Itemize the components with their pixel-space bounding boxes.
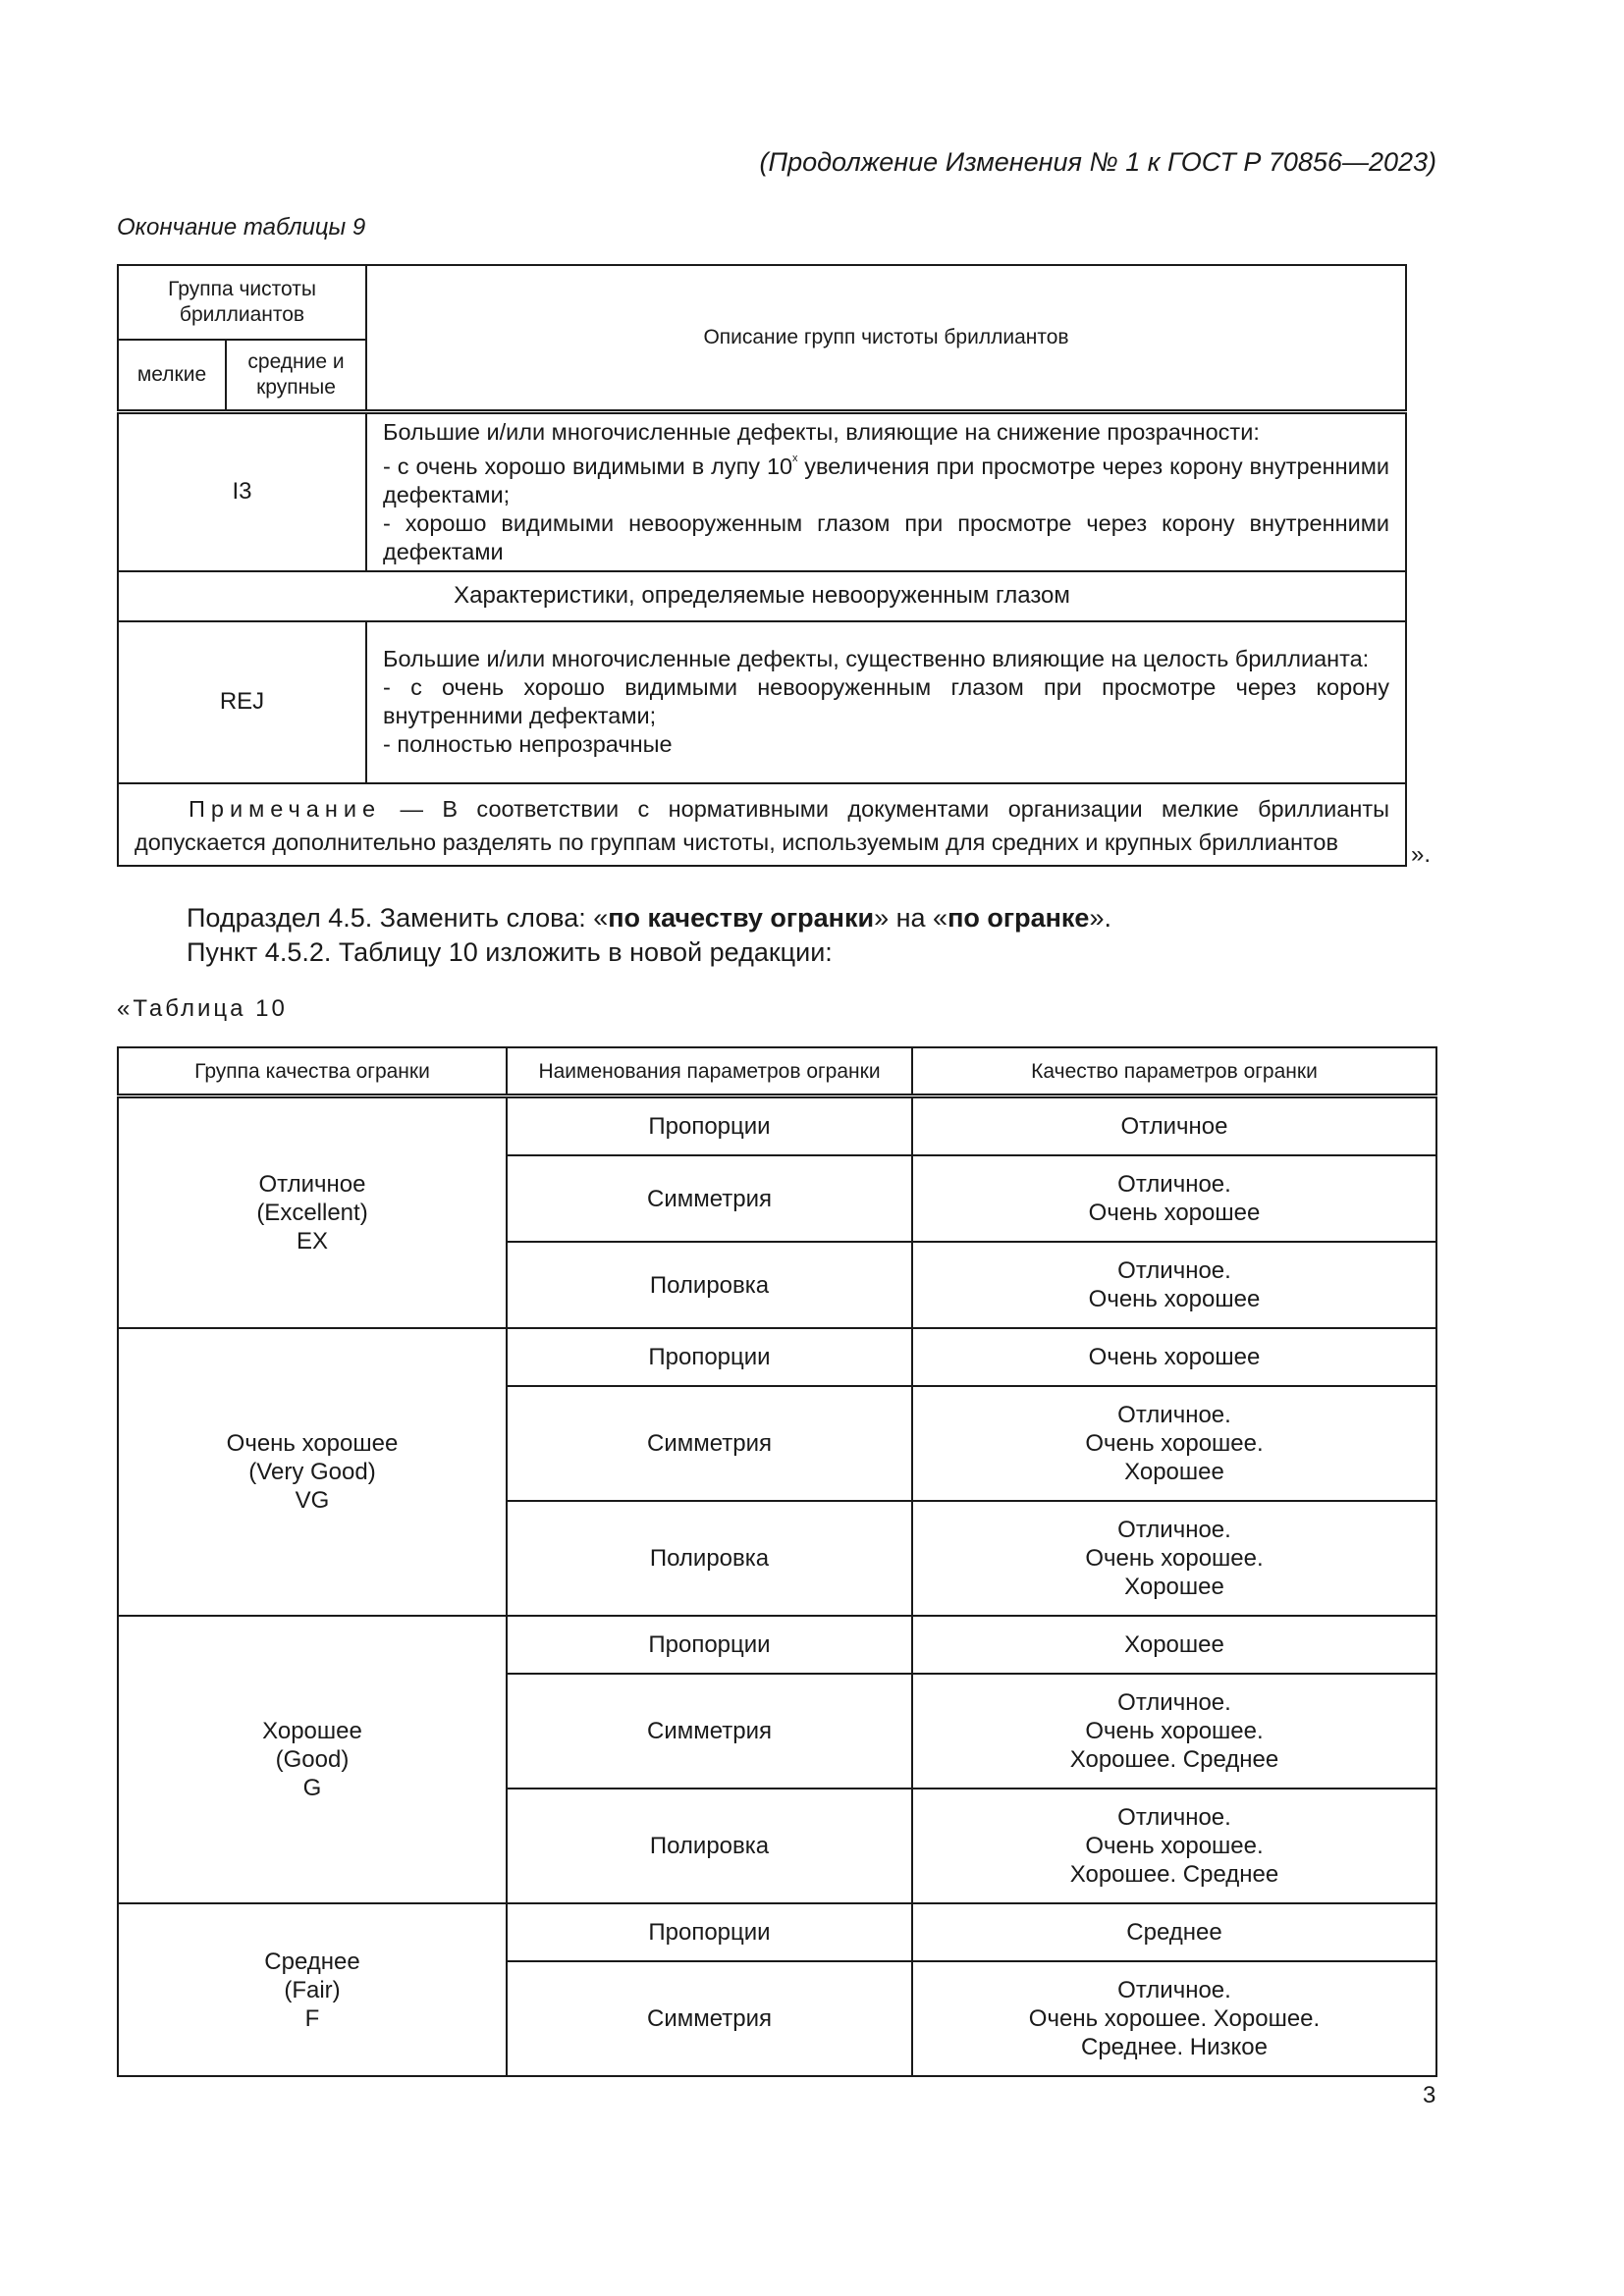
paragraph-subsection-4-5 bbox=[187, 903, 1111, 934]
t9-desc-i3-text: - с очень хорошо видимыми в лупу 10 bbox=[383, 453, 793, 479]
t10-param-name: Пропорции bbox=[507, 1616, 912, 1674]
t9-desc-i3-line: - хорошо видимыми невооруженным глазом при просмотре через корону внутренними дефектами bbox=[383, 509, 1389, 564]
t10-param-name: Пропорции bbox=[507, 1328, 912, 1386]
t10-param-quality: Отличное. Очень хорошее. Хорошее bbox=[912, 1501, 1436, 1616]
t10-group-name: Хорошее (Good) G bbox=[118, 1616, 507, 1903]
t9-note bbox=[118, 783, 1406, 866]
p1-bold-new: по огранке bbox=[947, 903, 1090, 933]
t9-desc-i3-text: увеличения при просмотре через корону внутренними дефектами; bbox=[383, 453, 1389, 507]
table10-label: «Таблица 10 bbox=[117, 995, 288, 1022]
t10-param-name: Симметрия bbox=[507, 1155, 912, 1242]
t9-header-description: Описание групп чистоты бриллиантов bbox=[366, 265, 1406, 412]
t10-param-name: Пропорции bbox=[507, 1903, 912, 1961]
paragraph-item-4-5-2: Пункт 4.5.2. Таблицу 10 изложить в новой редакции: bbox=[187, 937, 833, 967]
t10-param-name: Симметрия bbox=[507, 1386, 912, 1501]
t9-desc-rej-line: Большие и/или многочисленные дефекты, существенно влияющие на целость бриллианта: bbox=[383, 646, 1370, 672]
table-row bbox=[118, 1096, 1436, 1156]
table-row bbox=[118, 1903, 1436, 1961]
t10-param-name: Пропорции bbox=[507, 1096, 912, 1156]
t10-param-quality: Отличное bbox=[912, 1096, 1436, 1156]
p1-bold-old: по качеству огранки bbox=[608, 903, 875, 933]
table-10 bbox=[117, 1046, 1437, 2077]
t9-note-text: — В соответствии с нормативными документами организации мелкие бриллианты допускается дополнительно разделять по группам чистоты, используемым для средних и крупных бриллиантов bbox=[135, 795, 1389, 855]
t10-group-name: Очень хорошее (Very Good) VG bbox=[118, 1328, 507, 1616]
t10-param-quality: Отличное. Очень хорошее. Хорошее bbox=[912, 1386, 1436, 1501]
table-9 bbox=[117, 264, 1407, 867]
t9-grade-rej: REJ bbox=[118, 621, 366, 783]
p1-text: » на « bbox=[874, 903, 948, 933]
t10-param-name: Полировка bbox=[507, 1242, 912, 1328]
t10-group-name: Среднее (Fair) F bbox=[118, 1903, 507, 2076]
t9-note-label: Примечание bbox=[189, 795, 382, 822]
t9-desc-i3-superscript: ˣ bbox=[792, 453, 798, 469]
t9-header-medium-large: средние и крупные bbox=[226, 340, 366, 412]
t9-grade-i3: I3 bbox=[118, 412, 366, 571]
closing-quote: ». bbox=[1411, 841, 1432, 868]
table-row bbox=[118, 1328, 1436, 1386]
t10-param-name: Полировка bbox=[507, 1501, 912, 1616]
t10-param-quality: Отличное. Очень хорошее bbox=[912, 1242, 1436, 1328]
t9-desc-i3-line: Большие и/или многочисленные дефекты, влияющие на снижение прозрачности: bbox=[383, 419, 1260, 445]
t10-param-quality: Среднее bbox=[912, 1903, 1436, 1961]
page-number: 3 bbox=[1423, 2082, 1436, 2109]
t10-param-name: Симметрия bbox=[507, 1961, 912, 2076]
running-header: (Продолжение Изменения № 1 к ГОСТ Р 70856—2023) bbox=[759, 147, 1436, 177]
t9-header-small: мелкие bbox=[118, 340, 226, 412]
table-row bbox=[118, 1616, 1436, 1674]
p1-text: Подраздел 4.5. Заменить слова: « bbox=[187, 903, 609, 933]
t10-param-quality: Отличное. Очень хорошее. Хорошее. Среднее bbox=[912, 1789, 1436, 1903]
t10-header-group: Группа качества огранки bbox=[118, 1047, 507, 1096]
p1-text: ». bbox=[1089, 903, 1111, 933]
t10-param-quality: Очень хорошее bbox=[912, 1328, 1436, 1386]
t9-desc-rej bbox=[366, 621, 1406, 783]
t10-param-name: Симметрия bbox=[507, 1674, 912, 1789]
t9-band-naked-eye: Характеристики, определяемые невооруженным глазом bbox=[118, 571, 1406, 621]
t10-param-quality: Отличное. Очень хорошее. Хорошее. Среднее. Низкое bbox=[912, 1961, 1436, 2076]
t10-param-quality: Отличное. Очень хорошее. Хорошее. Среднее bbox=[912, 1674, 1436, 1789]
t10-header-param: Наименования параметров огранки bbox=[507, 1047, 912, 1096]
t9-desc-rej-line: - полностью непрозрачные bbox=[383, 731, 673, 758]
t10-group-name: Отличное (Excellent) EX bbox=[118, 1096, 507, 1329]
t9-desc-i3-line bbox=[383, 447, 1389, 509]
t9-desc-i3 bbox=[366, 412, 1406, 571]
t10-param-quality: Хорошее bbox=[912, 1616, 1436, 1674]
t9-desc-rej-line: - с очень хорошо видимыми невооруженным глазом при просмотре через корону внутренними дефектами; bbox=[383, 674, 1389, 729]
table9-continuation-label: Окончание таблицы 9 bbox=[117, 214, 366, 240]
t9-header-group: Группа чистоты бриллиантов bbox=[118, 265, 366, 340]
t10-param-name: Полировка bbox=[507, 1789, 912, 1903]
t10-header-quality: Качество параметров огранки bbox=[912, 1047, 1436, 1096]
t10-param-quality: Отличное. Очень хорошее bbox=[912, 1155, 1436, 1242]
